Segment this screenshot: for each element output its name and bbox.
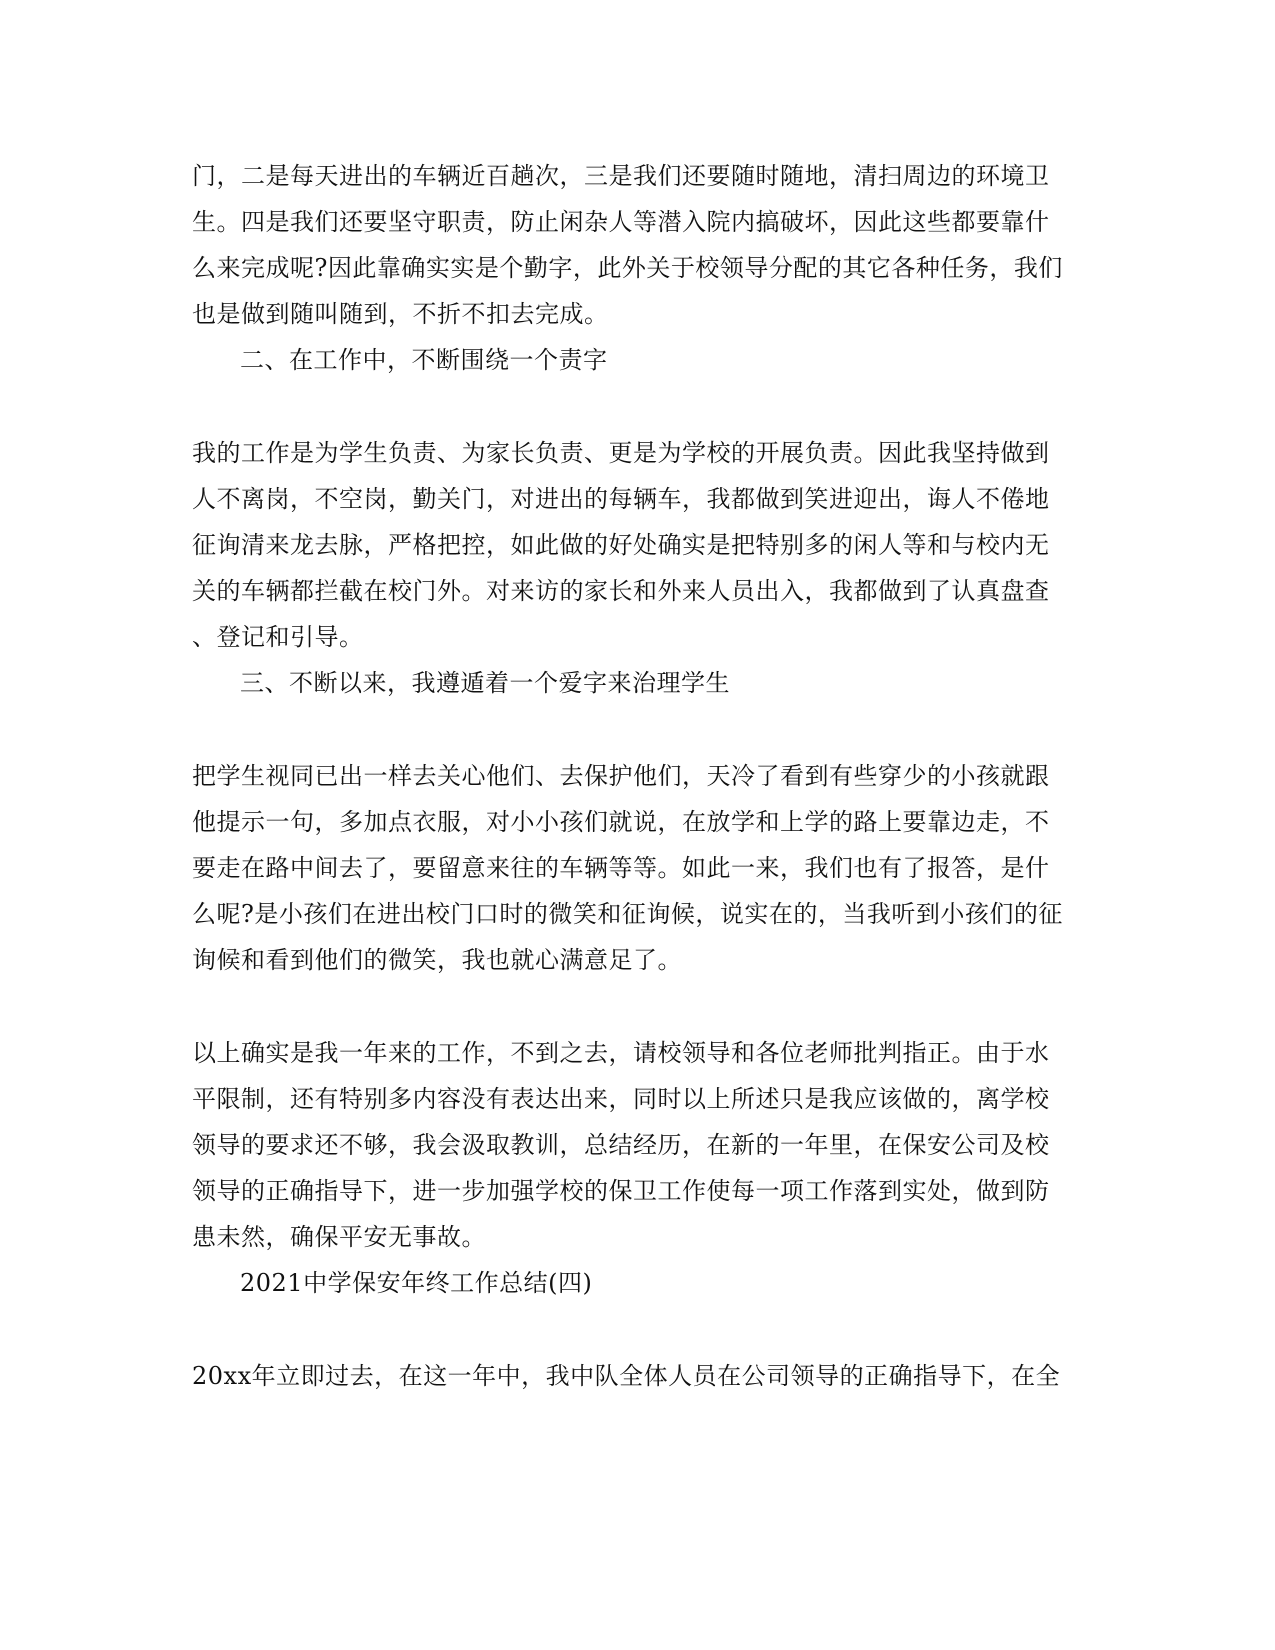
text-line: 也是做到随叫随到，不折不扣去完成。 [192,300,609,328]
text-line: 领导的正确指导下，进一步加强学校的保卫工作使每一项工作落到实处，做到防 [192,1177,1050,1205]
text-line: 询候和看到他们的微笑，我也就心满意足了。 [192,946,682,974]
text-line: 么来完成呢?因此靠确实实是个勤字，此外关于校领导分配的其它各种任务，我们 [192,254,1063,282]
text-line: 要走在路中间去了，要留意来往的车辆等等。如此一来，我们也有了报答，是什 [192,854,1050,882]
text-line: 以上确实是我一年来的工作，不到之去，请校领导和各位老师批判指正。由于水 [192,1039,1050,1067]
text-line: 我的工作是为学生负责、为家长负责、更是为学校的开展负责。因此我坚持做到 [192,439,1050,467]
text-line: 、登记和引导。 [192,623,364,651]
text-line: 人不离岗，不空岗，勤关门，对进出的每辆车，我都做到笑进迎出，诲人不倦地 [192,485,1050,513]
text-line: 征询清来龙去脉，严格把控，如此做的好处确实是把特别多的闲人等和与校内无 [192,531,1050,559]
text-line: 平限制，还有特别多内容没有表达出来，同时以上所述只是我应该做的，离学校 [192,1085,1050,1113]
text-line: 门，二是每天进出的车辆近百趟次，三是我们还要随时随地，清扫周边的环境卫 [192,162,1050,190]
section-heading: 三、不断以来，我遵遁着一个爱字来治理学生 [240,669,730,697]
section-title: 2021中学保安年终工作总结(四) [240,1269,593,1297]
text-line: 把学生视同已出一样去关心他们、去保护他们，天冷了看到有些穿少的小孩就跟 [192,762,1050,790]
section-heading: 二、在工作中，不断围绕一个责字 [240,346,608,374]
text-line: 关的车辆都拦截在校门外。对来访的家长和外来人员出入，我都做到了认真盘查 [192,577,1050,605]
text-line: 么呢?是小孩们在进出校门口时的微笑和征询候，说实在的，当我听到小孩们的征 [192,900,1063,928]
text-line: 患未然，确保平安无事故。 [192,1223,486,1251]
text-line: 生。四是我们还要坚守职责，防止闲杂人等潜入院内搞破坏，因此这些都要靠什 [192,208,1050,236]
text-line: 20xx年立即过去，在这一年中，我中队全体人员在公司领导的正确指导下，在全 [192,1362,1061,1390]
text-line: 他提示一句，多加点衣服，对小小孩们就说，在放学和上学的路上要靠边走，不 [192,808,1050,836]
text-line: 领导的要求还不够，我会汲取教训，总结经历，在新的一年里，在保安公司及校 [192,1131,1050,1159]
